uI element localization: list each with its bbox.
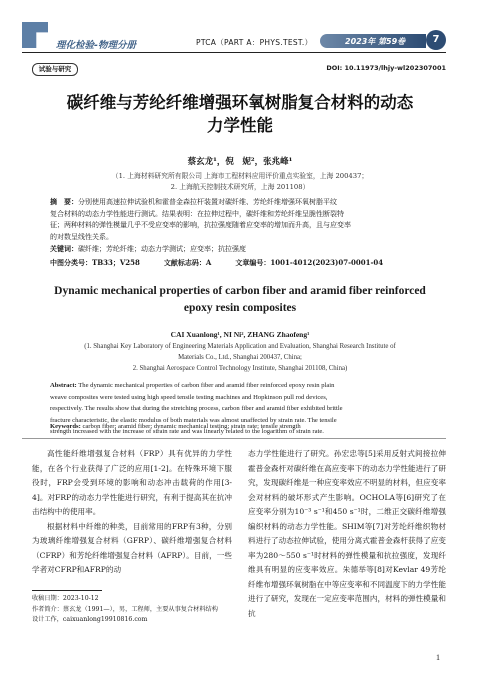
abstract-en-line: respectively. The results show that during the stretching process, carbon fiber and aramid fiber exhibited brittle [50, 405, 343, 412]
affiliation-en-2: Materials Co., Ltd., Shanghai 200437, China; [178, 354, 302, 361]
abstract-en-line: The dynamic mechanical properties of carbon fiber and aramid fiber reinforced epoxy resin plain [78, 382, 335, 389]
class-number: 中图分类号：TB33；V258 [50, 258, 140, 267]
authors-en: CAI Xuanlong¹, NI Ni², ZHANG Zhaofeng¹ [170, 330, 310, 339]
title-en-line2: epoxy resin composites [183, 302, 297, 314]
abstract-cn [50, 196, 428, 243]
journal-logo-icon [22, 22, 48, 48]
abstract-cn-label: 摘 要： [50, 197, 78, 206]
volume-text: 2023年 第59卷 [345, 37, 406, 46]
abstract-cn-line: 分别使用高速拉伸试验机和霍普金森拉杆装置对碳纤维、芳纶纤维增强环氧树脂平纹 [78, 198, 337, 206]
abstract-en-label: Abstract: [50, 382, 77, 389]
keywords-cn-text: 碳纤维；芳纶纤维；动态力学测试；应变率；抗拉强度 [78, 245, 246, 253]
abstract-cn-line: 征；两种材料的弹性模量几乎不受应变率的影响，抗拉强度随着应变率的增加而升高，且与应变率 [50, 221, 351, 229]
abstract-en-line: fracture characteristic, the elastic modulus of both materials was almost unaffected by strain rate. The tensile [50, 416, 337, 424]
journal-name-cn: 理化检验-物理分册 [56, 40, 136, 51]
author-bio-line2: 设计工作，caixuanlong19910816.com [32, 616, 148, 623]
affiliation-cn-2: 2. 上海航天控制技术研究所，上海 201108） [170, 183, 310, 191]
title-en-line1: Dynamic mechanical properties of carbon fiber and aramid fiber reinforced [54, 285, 426, 297]
abstract-cn-line: 的对数呈线性关系。 [50, 232, 113, 241]
received-date: 收稿日期：2023-10-12 [32, 595, 99, 602]
authors-cn: 蔡玄龙¹，倪 妮²，张兆峰¹ [187, 157, 293, 167]
abstract-en-line: strength increased with the increase of strain rate and was linearly related to the logarithm of strain rate. [50, 428, 324, 435]
title-cn-line1: 碳纤维与芳纶纤维增强环氧树脂复合材料的动态 [66, 93, 414, 112]
keywords-cn-label: 关键词： [50, 244, 78, 253]
doi: DOI: 10.11973/lhjy-wl202307001 [326, 64, 446, 72]
affiliation-en-1: (1. Shanghai Key Laboratory of Engineering Materials Application and Evaluation, Shanghai Research Institute of [84, 343, 396, 350]
journal-name-en: PTCA（PART A：PHYS.TEST.） [196, 38, 313, 47]
abstract-cn-line: 复合材料的动态力学性能进行测试。结果表明：在拉伸过程中，碳纤维和芳纶纤维呈脆性断裂特 [50, 209, 344, 218]
body-paragraph: 根据材料中纤维的种类，目前常用的FRP有3种，分别为玻璃纤维增强复合材料（GFRP）、碳纤维增强复合材料（CFRP）和芳纶纤维增强复合材料（AFRP）。目前，一些学者对CFRP和AFRP的动 [32, 521, 232, 574]
keywords-en-text: carbon fiber; aramid fiber; dynamic mechanical testing; strain rate; tensile strength [82, 423, 301, 430]
body-paragraph: 态力学性能进行了研究。孙宏忠等[5]采用反射式间接拉伸霍普金森杆对碳纤维在高应变率下的动态力学性能进行了研究，发现碳纤维是一种应变率效应不明显的材料，但应变率会对材料的破坏形式产生影响。OCHOLA等[6]研究了在应变率分别为10⁻³ s⁻¹和450 s⁻¹时，二维正交碳纤维增强编织材料的动态力学性能。SHIM等[7]对芳纶纤维织物材料进行了动态拉伸试验，使用分离式霍普金森杆获得了应变率为280～550 s⁻¹时材料的弹性模量和抗拉强度，发现纤维具有明显的应变率效应。朱德举等[8]对Kevlar 49芳纶纤维布增强环氧树脂在中等应变率和不同温度下的力学性能进行了研究，发现在一定应变率范围内，材料的弹性模量和抗 [248, 449, 446, 618]
section-tag: 试验与研究 [32, 63, 78, 76]
footnote-rule [32, 590, 102, 591]
author-bio-line1: 作者简介：蔡玄龙（1991—），男，工程师，主要从事复合材料结构 [32, 606, 218, 613]
page-number: 1 [436, 653, 440, 662]
body-paragraph: 高性能纤维增强复合材料（FRP）具有优异的力学性能，在各个行业获得了广泛的应用[1-2]。在特殊环境下服役时，FRP会受到环境的影响和动态冲击载荷的作用[3-4]。对FRP的动态力学性能进行研究，有利于提高其在抗冲击结构中的使用率。 [32, 449, 232, 516]
keywords-cn [50, 244, 246, 254]
keywords-en [50, 423, 301, 430]
article-number: 文章编号：1001-4012(2023)07-0001-04 [235, 258, 384, 267]
keywords-en-label: Keywords: [50, 423, 81, 430]
classification-row [50, 258, 428, 268]
abstract-en-line: weave composites were tested using high speed tensile testing machines and Hopkinson pull rod devices, [50, 393, 328, 401]
body-right-column [248, 447, 446, 621]
affiliation-en-3: 2. Shanghai Aerospace Control Technology Institute, Shanghai 201108, China) [132, 365, 348, 372]
affiliation-cn-1: （1. 上海材料研究所有限公司 上海市工程材料应用评价重点实验室，上海 200437； [111, 172, 369, 180]
header-rule [22, 52, 446, 53]
section-divider [22, 438, 446, 439]
document-code: 文献标志码：A [163, 258, 212, 267]
body-left-column [32, 447, 232, 578]
issue-badge: 7 [426, 30, 446, 50]
title-cn-line2: 力学性能 [207, 116, 273, 135]
